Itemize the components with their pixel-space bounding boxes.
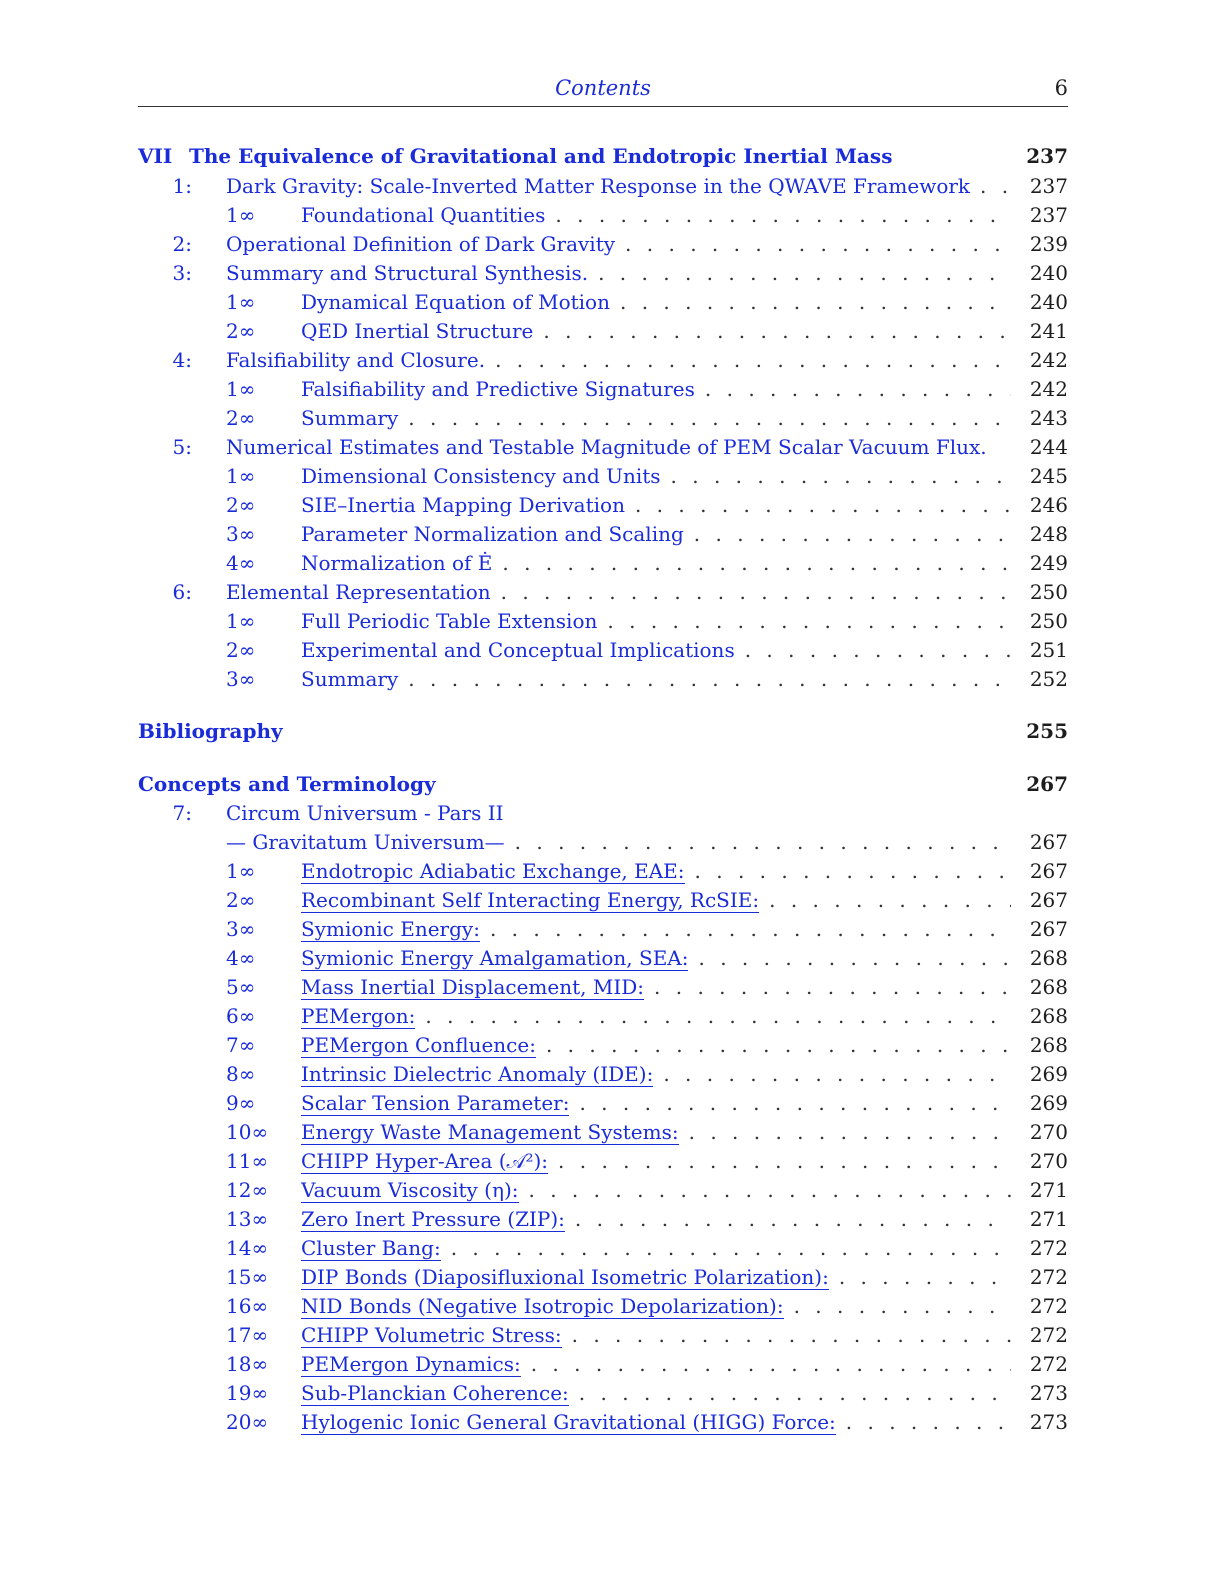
subsection-title[interactable]: Experimental and Conceptual Implications [301,638,735,662]
toc-subsection[interactable] [0,1234,1216,1263]
dot-leader [569,1089,1011,1118]
toc-subsection[interactable] [0,607,1216,636]
dot-leader [695,375,1011,404]
page-ref: 237 [1029,174,1068,198]
page-ref: 267 [1029,830,1068,854]
subsection-title[interactable]: Normalization of Ė [301,551,493,575]
section-title[interactable]: Numerical Estimates and Testable Magnitude of PEM Scalar Vacuum Flux. [226,435,987,459]
section-title[interactable]: Summary and Structural Synthesis. [226,261,589,285]
page-ref: 250 [1029,609,1068,633]
dot-leader [536,1031,1011,1060]
page-ref: 245 [1029,464,1068,488]
page-number: 6 [1054,76,1068,100]
toc-subsection[interactable] [0,1350,1216,1379]
page-ref: 268 [1029,1033,1068,1057]
subsection-number[interactable]: 3∞ [226,917,256,941]
section-title[interactable]: Dark Gravity: Scale-Inverted Matter Response in the QWAVE Framework [226,174,971,198]
part-number[interactable]: VII [138,144,173,168]
subsection-title[interactable]: CHIPP Volumetric Stress: [301,1323,562,1347]
subsection-title[interactable]: Dynamical Equation of Motion [301,290,610,314]
subsection-number[interactable]: 7∞ [226,1033,256,1057]
subsection-title[interactable]: Full Periodic Table Extension [301,609,598,633]
subsection-title[interactable]: Summary [301,406,399,430]
subsection-number[interactable]: 13∞ [226,1207,269,1231]
toc-subsection[interactable] [0,1263,1216,1292]
subsection-number[interactable]: 8∞ [226,1062,256,1086]
toc-subsection[interactable] [0,1031,1216,1060]
toc-section-5[interactable] [0,433,1216,462]
page-ref: 272 [1029,1323,1068,1347]
subsection-number[interactable]: 16∞ [226,1294,269,1318]
dot-leader [545,201,1011,230]
subsection-title[interactable]: PEMergon Confluence: [301,1033,536,1057]
subsection-title[interactable]: Symionic Energy: [301,917,480,941]
page-ref: 246 [1029,493,1068,517]
section-title[interactable]: Elemental Representation [226,580,491,604]
dot-leader [597,607,1011,636]
subsection-title[interactable]: NID Bonds (Negative Isotropic Depolarization): [301,1294,784,1318]
subsection-title[interactable]: Dimensional Consistency and Units [301,464,661,488]
concepts-title[interactable]: Concepts and Terminology [138,772,436,796]
toc-subsection[interactable] [0,944,1216,973]
page-ref: 272 [1029,1236,1068,1260]
toc-subsection[interactable] [0,1002,1216,1031]
page-ref: 251 [1029,638,1068,662]
toc-subsection[interactable] [0,201,1216,230]
dot-leader [784,1292,1011,1321]
section-number[interactable]: 2: [172,232,192,256]
dot-leader [610,288,1011,317]
toc-subsection[interactable] [0,973,1216,1002]
subsection-number[interactable]: 12∞ [226,1178,269,1202]
subsection-title[interactable]: Summary [301,667,399,691]
dot-leader [625,491,1011,520]
subsection-title[interactable]: Sub-Planckian Coherence: [301,1381,569,1405]
page-ref: 237 [1026,144,1068,168]
toc-subsection[interactable] [0,288,1216,317]
page-ref: 242 [1029,348,1068,372]
subsection-number[interactable]: 15∞ [226,1265,269,1289]
subsection-number[interactable]: 2∞ [226,638,256,662]
dot-leader [415,1002,1011,1031]
toc-subsection[interactable] [0,665,1216,694]
toc-section-6[interactable] [0,578,1216,607]
subsection-title[interactable]: Recombinant Self Interacting Energy, RcSIE: [301,888,760,912]
dot-leader [480,915,1011,944]
bibliography-title[interactable]: Bibliography [138,719,283,743]
dot-leader [565,1205,1011,1234]
dot-leader [688,944,1011,973]
subsection-number[interactable]: 2∞ [226,406,256,430]
toc-section-1[interactable] [0,172,1216,201]
page-ref: 268 [1029,946,1068,970]
subsection-number[interactable]: 1∞ [226,203,256,227]
page-ref: 270 [1029,1120,1068,1144]
toc-subsection[interactable] [0,1408,1216,1437]
page-ref: 241 [1029,319,1068,343]
subsection-number[interactable]: 17∞ [226,1323,269,1347]
dot-leader [679,1118,1011,1147]
page-ref: 272 [1029,1352,1068,1376]
page-ref: 270 [1029,1149,1068,1173]
subsection-number[interactable]: 4∞ [226,946,256,970]
page-ref: 269 [1029,1091,1068,1115]
subsection-title[interactable]: DIP Bonds (Diaposifluxional Isometric Polarization): [301,1265,829,1289]
toc-subsection[interactable] [0,1089,1216,1118]
page-ref: 268 [1029,975,1068,999]
subsection-title[interactable]: SIE–Inertia Mapping Derivation [301,493,625,517]
dot-leader [685,857,1011,886]
toc-subsection[interactable] [0,462,1216,491]
dot-leader [485,346,1011,375]
subsection-number[interactable]: 1∞ [226,290,256,314]
page-ref: 269 [1029,1062,1068,1086]
section-title-line2[interactable]: — Gravitatum Universum— [226,830,505,854]
section-title-line1[interactable]: Circum Universum - Pars II [226,801,504,825]
section-number[interactable]: 1: [172,174,192,198]
subsection-title[interactable]: CHIPP Hyper-Area (𝒜²): [301,1149,549,1173]
page-ref: 268 [1029,1004,1068,1028]
page-ref: 248 [1029,522,1068,546]
toc-subsection[interactable] [0,317,1216,346]
dot-leader [735,636,1011,665]
subsection-title[interactable]: Mass Inertial Displacement, MID: [301,975,645,999]
subsection-title[interactable]: QED Inertial Structure [301,319,534,343]
subsection-title[interactable]: PEMergon: [301,1004,416,1028]
dot-leader [588,259,1011,288]
dot-leader [615,230,1011,259]
section-number[interactable]: 6: [172,580,192,604]
page-ref: 249 [1029,551,1068,575]
toc-subsection[interactable] [0,1205,1216,1234]
subsection-number[interactable]: 20∞ [226,1410,269,1434]
toc-subsection[interactable] [0,1147,1216,1176]
page-ref: 271 [1029,1207,1068,1231]
toc-section-3[interactable] [0,259,1216,288]
subsection-number[interactable]: 2∞ [226,319,256,343]
dot-leader [684,520,1011,549]
page-ref: 267 [1029,917,1068,941]
subsection-title[interactable]: PEMergon Dynamics: [301,1352,521,1376]
section-number[interactable]: 5: [172,435,192,459]
toc-subsection[interactable] [0,915,1216,944]
dot-leader [398,665,1011,694]
subsection-number[interactable]: 11∞ [226,1149,269,1173]
toc-subsection[interactable] [0,375,1216,404]
subsection-number[interactable]: 5∞ [226,975,256,999]
subsection-title[interactable]: Energy Waste Management Systems: [301,1120,679,1144]
dot-leader [505,828,1011,857]
section-number[interactable]: 7: [172,801,192,825]
dot-leader [562,1321,1011,1350]
subsection-number[interactable]: 9∞ [226,1091,256,1115]
dot-leader [569,1379,1011,1408]
page-ref: 273 [1029,1410,1068,1434]
subsection-title[interactable]: Endotropic Adiabatic Exchange, EAE: [301,859,685,883]
subsection-number[interactable]: 2∞ [226,888,256,912]
toc-subsection[interactable] [0,1118,1216,1147]
section-number[interactable]: 3: [172,261,192,285]
toc-subsection[interactable] [0,1060,1216,1089]
subsection-number[interactable]: 1∞ [226,464,256,488]
subsection-title[interactable]: Foundational Quantities [301,203,546,227]
dot-leader [653,1060,1011,1089]
subsection-number[interactable]: 3∞ [226,667,256,691]
page-ref: 272 [1029,1265,1068,1289]
toc-section-7[interactable] [0,799,1216,828]
toc-bibliography[interactable] [0,717,1216,746]
subsection-title[interactable]: Symionic Energy Amalgamation, SEA: [301,946,689,970]
page-ref: 267 [1026,772,1068,796]
subsection-number[interactable]: 19∞ [226,1381,269,1405]
toc-subsection[interactable] [0,1176,1216,1205]
subsection-number[interactable]: 2∞ [226,493,256,517]
dot-leader [533,317,1011,346]
subsection-number[interactable]: 3∞ [226,522,256,546]
toc-concepts[interactable] [0,770,1216,799]
toc-subsection[interactable] [0,520,1216,549]
page-ref: 272 [1029,1294,1068,1318]
subsection-number[interactable]: 18∞ [226,1352,269,1376]
subsection-title[interactable]: Intrinsic Dielectric Anomaly (IDE): [301,1062,654,1086]
page-ref: 240 [1029,290,1068,314]
running-head [138,74,1068,107]
page-ref: 255 [1026,719,1068,743]
toc-subsection[interactable] [0,549,1216,578]
page-ref: 237 [1029,203,1068,227]
toc-section-4[interactable] [0,346,1216,375]
dot-leader [970,172,1011,201]
subsection-title[interactable]: Scalar Tension Parameter: [301,1091,570,1115]
page-ref: 240 [1029,261,1068,285]
page-ref: 267 [1029,859,1068,883]
part-title[interactable]: The Equivalence of Gravitational and Endotropic Inertial Mass [189,144,893,168]
dot-leader [398,404,1011,433]
subsection-number[interactable]: 1∞ [226,859,256,883]
dot-leader [759,886,1011,915]
toc-subsection[interactable] [0,857,1216,886]
toc-part-vii[interactable] [0,142,1216,171]
subsection-title[interactable]: Parameter Normalization and Scaling [301,522,684,546]
subsection-number[interactable]: 4∞ [226,551,256,575]
page-ref: 239 [1029,232,1068,256]
toc-subsection[interactable] [0,1321,1216,1350]
page-ref: 242 [1029,377,1068,401]
subsection-number[interactable]: 6∞ [226,1004,256,1028]
subsection-title[interactable]: Vacuum Viscosity (η): [301,1178,519,1202]
dot-leader [519,1176,1012,1205]
dot-leader [492,549,1011,578]
toc-subsection[interactable] [0,491,1216,520]
toc-subsection[interactable] [0,1292,1216,1321]
toc-subsection[interactable] [0,1379,1216,1408]
page-ref: 267 [1029,888,1068,912]
subsection-number[interactable]: 1∞ [226,609,256,633]
toc-subsection[interactable] [0,636,1216,665]
page-ref: 273 [1029,1381,1068,1405]
subsection-title[interactable]: Falsifiability and Predictive Signatures [301,377,695,401]
toc-section-2[interactable] [0,230,1216,259]
dot-leader [491,578,1011,607]
subsection-number[interactable]: 14∞ [226,1236,269,1260]
page-ref: 271 [1029,1178,1068,1202]
page-ref: 243 [1029,406,1068,430]
dot-leader [829,1263,1011,1292]
section-title[interactable]: Operational Definition of Dark Gravity [226,232,616,256]
toc-subsection[interactable] [0,404,1216,433]
subsection-title[interactable]: Hylogenic Ionic General Gravitational (HIGG) Force: [301,1410,836,1434]
toc-subsection[interactable] [0,886,1216,915]
subsection-title[interactable]: Cluster Bang: [301,1236,441,1260]
toc-section-7-cont[interactable] [0,828,1216,857]
dot-leader [644,973,1011,1002]
subsection-number[interactable]: 10∞ [226,1120,269,1144]
running-title[interactable]: Contents [555,76,651,100]
dot-leader [836,1408,1011,1437]
dot-leader [441,1234,1011,1263]
page-ref: 244 [1029,435,1068,459]
page-ref: 250 [1029,580,1068,604]
dot-leader [521,1350,1011,1379]
dot-leader [548,1147,1011,1176]
subsection-title[interactable]: Zero Inert Pressure (ZIP): [301,1207,565,1231]
section-number[interactable]: 4: [172,348,192,372]
dot-leader [661,462,1011,491]
page-ref: 252 [1029,667,1068,691]
section-title[interactable]: Falsifiability and Closure. [226,348,486,372]
subsection-number[interactable]: 1∞ [226,377,256,401]
